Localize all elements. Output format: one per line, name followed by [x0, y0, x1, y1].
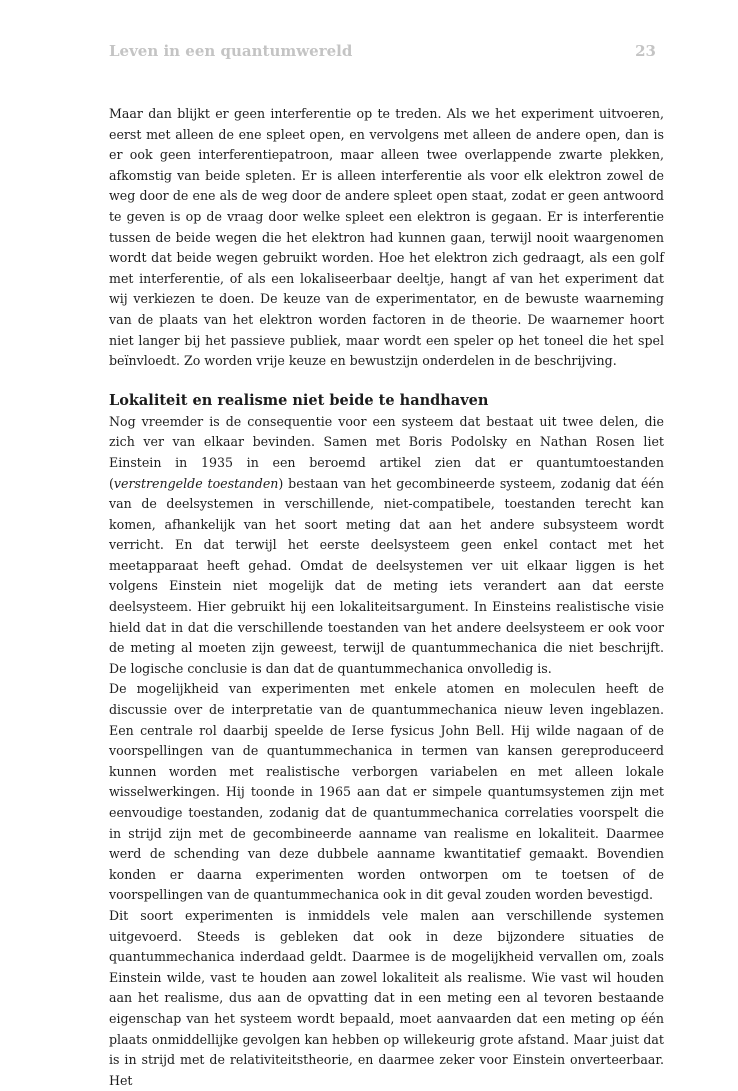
paragraph — [109, 412, 664, 680]
section-heading: Lokaliteit en realisme niet beide te handhaven — [109, 391, 489, 409]
page-number: 23 — [635, 42, 656, 60]
paragraph: Dit soort experimenten is inmiddels vele malen aan verschillende systemen uitgevoerd. Steeds is gebleken dat ook in deze bijzondere situaties de quantummechanica inderdaad geldt. Daarmee is de mogelijkheid vervallen om, zoals Einstein wilde, vast te houden aan zowel lokaliteit als realisme. Wie vast wil houden aan het realisme, dus aan de opvatting dat in een meting een al tevoren bestaande eigenschap van het systeem wordt bepaald, moet aanvaarden dat een meting op één plaats onmiddellijke gevolgen kan hebben op willekeurig grote afstand. Maar juist dat is in strijd met de relativiteitstheorie, en daarmee zeker voor Einstein onverteerbaar. Het — [109, 907, 664, 1088]
paragraph-text: Nog vreemder is de consequentie voor een systeem dat bestaat uit twee delen, die zich ver van elkaar bevinden. Samen met Boris Podolsky en Nathan Rosen liet Einstein in 1935 in een beroemd artikel zien dat er quantumtoestanden ( — [109, 413, 664, 491]
paragraph: De mogelijkheid van experimenten met enkele atomen en moleculen heeft de discussie over de interpretatie van de quantummechanica nieuw leven ingeblazen. Een centrale rol daarbij speelde de Ierse fysicus John Bell. Hij wilde nagaan of de voorspellingen van de quantummechanica in termen van kansen gereproduceerd kunnen worden met realistische verborgen variabelen en met alleen lokale wisselwerkingen. Hij toonde in 1965 aan dat er simpele quantumsystemen zijn met eenvoudige toestanden, zodanig dat de quantummechanica correlaties voorspelt die in strijd zijn met de gecombineerde aanname van realisme en lokaliteit. Daarmee werd de schending van deze dubbele aanname kwantitatief gemaakt. Bovendien konden er daarna experimenten worden ontworpen om te toetsen of de voorspellingen van de quantummechanica ook in dit geval zouden worden bevestigd. — [109, 681, 664, 903]
page-body — [109, 104, 664, 1091]
running-header — [109, 42, 656, 60]
running-title: Leven in een quantumwereld — [109, 42, 353, 60]
paragraph: Maar dan blijkt er geen interferentie op te treden. Als we het experiment uitvoeren, eerst met alleen de ene spleet open, en vervolgens met alleen de andere open, dan is er ook geen interferentiepatroon, maar alleen twee overlappende zwarte plekken, afkomstig van beide spleten. Er is alleen interferentie als voor elk elektron zowel de weg door de ene als de weg door de andere spleet open staat, zodat er geen antwoord te geven is op de vraag door welke spleet een elektron is gegaan. Er is interferentie tussen de beide wegen die het elektron had kunnen gaan, terwijl nooit waargenomen wordt dat beide wegen gebruikt worden. Hoe het elektron zich gedraagt, als een golf met interferentie, of als een lokaliseerbaar deeltje, hangt af van het experiment dat wij verkiezen te doen. De keuze van de experimentator, en de bewuste waarneming van de plaats van het elektron worden factoren in de theorie. De waarnemer hoort niet langer bij het passieve publiek, maar wordt een speler op het toneel die het spel beïnvloedt. Zo worden vrije keuze en bewustzijn onderdelen in de beschrijving. — [109, 106, 664, 369]
paragraph-text: ) bestaan van het gecombineerde systeem, zodanig dat één van de deelsystemen in verschillende, niet-compatibele, toestanden terecht kan komen, afhankelijk van het soort meting dat aan het andere subsysteem wordt verricht. En dat terwijl het eerste deelsysteem geen enkel contact met het meetapparaat heeft gehad. Omdat de deelsystemen ver uit elkaar liggen is het volgens Einstein niet mogelijk dat de meting iets verandert aan dat eerste deelsysteem. Hier gebruikt hij een lokaliteitsargument. In Einsteins realistische visie hield dat in dat die verschillende toestanden van het andere deelsysteem er ook voor de meting al moeten zijn geweest, terwijl de quantummechanica die niet beschrijft. De logische conclusie is dan dat de quantummechanica onvolledig is. — [109, 475, 664, 676]
emphasis-term: verstrengelde toestanden — [113, 475, 279, 491]
